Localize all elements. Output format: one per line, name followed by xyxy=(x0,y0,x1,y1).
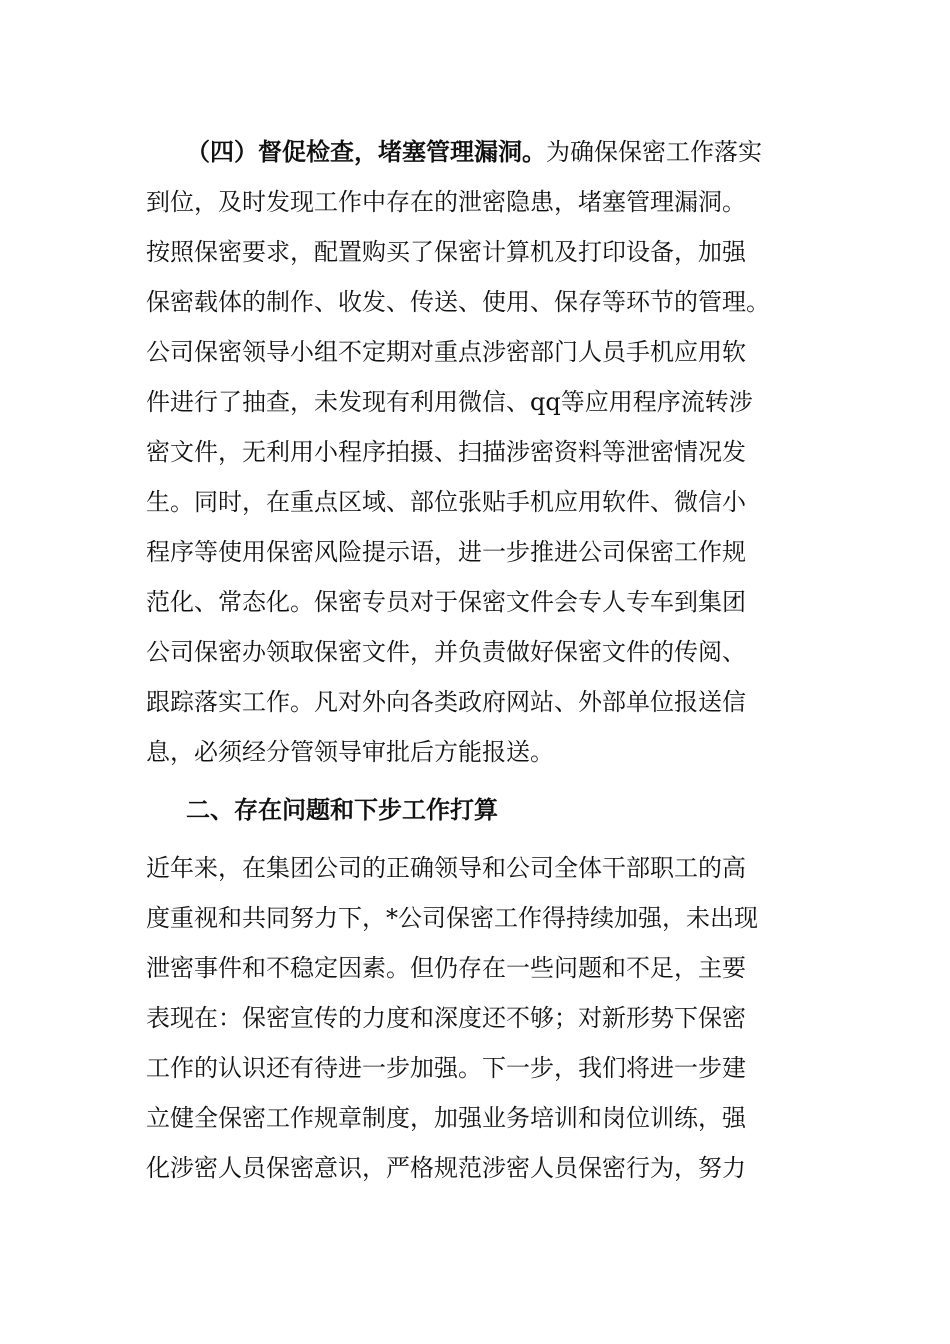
section-heading-2: 二、存在问题和下步工作打算 xyxy=(186,796,498,824)
paragraph-line: 表现在：保密宣传的力度和深度还不够；对新形势下保密 xyxy=(146,1004,746,1032)
paragraph-line: 保密载体的制作、收发、传送、使用、保存等环节的管理。 xyxy=(146,288,770,316)
paragraph-line: 按照保密要求，配置购买了保密计算机及打印设备，加强 xyxy=(146,238,746,266)
paragraph-line: 范化、常态化。保密专员对于保密文件会专人专车到集团 xyxy=(146,588,746,616)
paragraph-line: 工作的认识还有待进一步加强。下一步，我们将进一步建 xyxy=(146,1054,746,1082)
section-heading-4: （四）督促检查，堵塞管理漏洞。 xyxy=(186,138,546,166)
paragraph-line: 公司保密办领取保密文件，并负责做好保密文件的传阅、 xyxy=(146,638,746,666)
paragraph-line: 跟踪落实工作。凡对外向各类政府网站、外部单位报送信 xyxy=(146,688,746,716)
paragraph-text: 为确保保密工作落实 xyxy=(546,138,762,166)
paragraph-line: 公司保密领导小组不定期对重点涉密部门人员手机应用软 xyxy=(146,338,746,366)
paragraph-line: 化涉密人员保密意识，严格规范涉密人员保密行为，努力 xyxy=(146,1154,746,1182)
paragraph-line: 息，必须经分管领导审批后方能报送。 xyxy=(146,738,554,766)
paragraph-line: 泄密事件和不稳定因素。但仍存在一些问题和不足，主要 xyxy=(146,954,746,982)
paragraph-line: 件进行了抽查，未发现有利用微信、qq等应用程序流转涉 xyxy=(146,388,753,416)
paragraph-line: 近年来，在集团公司的正确领导和公司全体干部职工的高 xyxy=(146,854,746,882)
paragraph-line: 程序等使用保密风险提示语，进一步推进公司保密工作规 xyxy=(146,538,746,566)
paragraph-line: 到位，及时发现工作中存在的泄密隐患，堵塞管理漏洞。 xyxy=(146,188,746,216)
paragraph-line: 生。同时，在重点区域、部位张贴手机应用软件、微信小 xyxy=(146,488,746,516)
paragraph-line: 度重视和共同努力下，*公司保密工作得持续加强，未出现 xyxy=(146,904,758,932)
paragraph-line: 密文件，无利用小程序拍摄、扫描涉密资料等泄密情况发 xyxy=(146,438,746,466)
paragraph-line: 立健全保密工作规章制度，加强业务培训和岗位训练，强 xyxy=(146,1104,746,1132)
paragraph-line xyxy=(186,136,816,168)
